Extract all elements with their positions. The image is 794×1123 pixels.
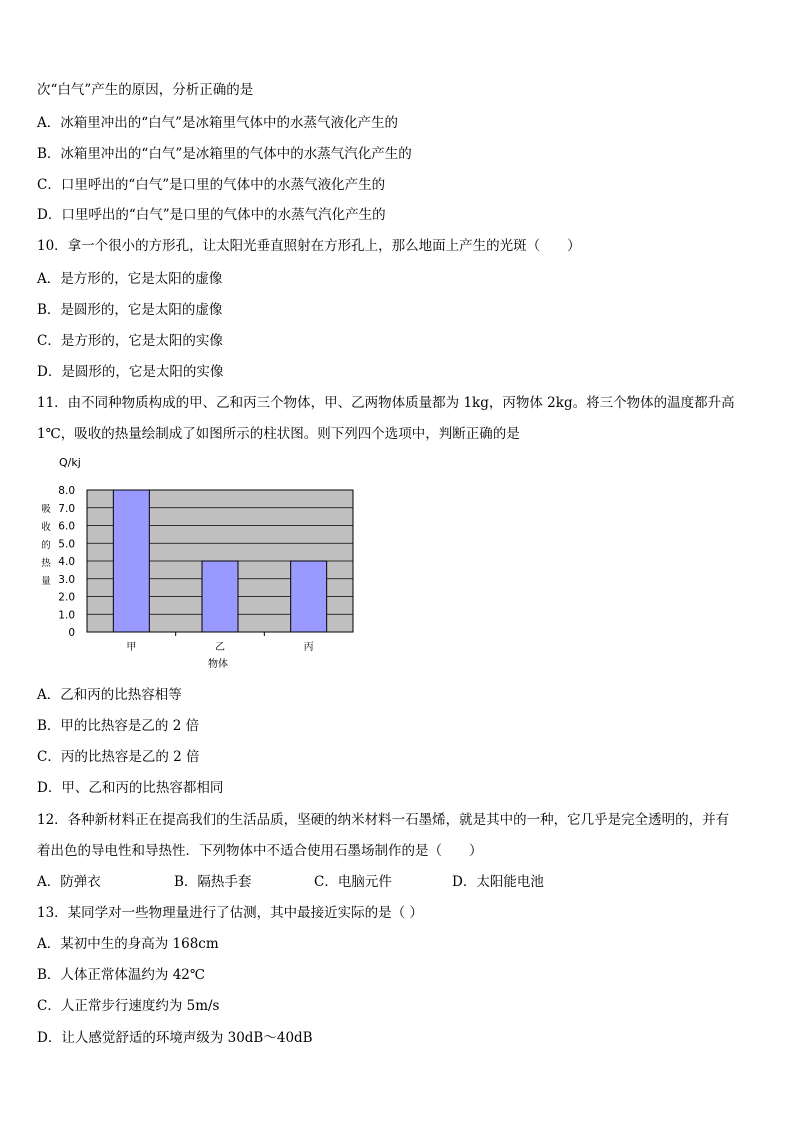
y-tick-labels [58,485,75,639]
question-10: 10．拿一个很小的方形孔，让太阳光垂直照射在方形孔上，那么地面上产生的光斑（ ） [37,238,581,254]
option-line: D．甲、乙和丙的比热容都相同 [37,780,224,796]
option-line: B．是圆形的，它是太阳的虚像 [37,302,223,318]
y-tick-label: 3.0 [58,573,75,586]
y-tick-label: 1.0 [58,609,75,622]
y-tick-label: 8.0 [58,485,75,497]
y-tick-label: 2.0 [58,591,75,604]
y-tick-label: 7.0 [58,502,75,515]
option-line: C．口里呼出的“白气”是口里的气体中的水蒸气液化产生的 [37,177,386,193]
y-axis-side-char: 的 [41,540,51,551]
option-d: D．太阳能电池 [452,874,544,890]
y-tick-label: 6.0 [58,520,75,533]
question-12: 12．各种新材料正在提高我们的生活品质，坚硬的纳米材料一石墨烯，就是其中的一种，它几乎是完全透明的，并有 [37,812,730,828]
y-tick-label: 0 [68,627,75,639]
option-line: C．是方形的，它是太阳的实像 [37,333,223,349]
option-line: B．冰箱里冲出的“白气”是冰箱里的气体中的水蒸气汽化产生的 [37,146,412,162]
question-11-cont: 1℃，吸收的热量绘制成了如图所示的柱状图。则下列四个选项中，判断正确的是 [37,426,520,442]
option-line: D．口里呼出的“白气”是口里的气体中的水蒸气汽化产生的 [37,207,386,223]
option-a: A．防弹衣 [37,874,101,890]
x-axis-label: 物体 [208,659,228,670]
option-line: A．乙和丙的比热容相等 [37,687,182,703]
y-axis-side-char: 收 [41,522,51,533]
option-line: C．丙的比热容是乙的 2 倍 [37,749,200,765]
y-axis-title: Q/kj [59,456,81,469]
option-line: D．让人感觉舒适的环境声级为 30dB～40dB [37,1030,313,1046]
bar-2 [291,561,327,632]
bar-1 [202,561,238,632]
option-b: B．隔热手套 [174,874,252,890]
option-line: D．是圆形的，它是太阳的实像 [37,364,224,380]
y-axis-side-char: 热 [41,558,51,569]
option-line: B．甲的比热容是乙的 2 倍 [37,718,200,734]
question-12-cont: 着出色的导电性和导热性．下列物体中不适合使用石墨场制作的是（ ） [37,843,483,859]
option-line: A．某初中生的身高为 168cm [37,936,219,952]
y-axis-side-label [41,504,51,587]
x-tick-label: 丙 [303,642,314,653]
bar-0 [113,490,149,632]
question-13: 13．某同学对一些物理量进行了估测，其中最接近实际的是（ ） [37,905,423,921]
y-tick-label: 4.0 [58,556,75,568]
bar-chart [37,450,377,675]
question-11: 11．由不同种物质构成的甲、乙和丙三个物体，甲、乙两物体质量都为 1kg，丙物体 2kg。将三个物体的温度都升高 [37,395,735,411]
option-c: C．电脑元件 [314,874,392,890]
option-line: C．人正常步行速度约为 5m/s [37,998,220,1014]
y-axis-side-char: 量 [41,576,51,587]
option-line: A．是方形的，它是太阳的虚像 [37,271,223,287]
option-line: A．冰箱里冲出的“白气”是冰箱里气体中的水蒸气液化产生的 [37,115,399,131]
x-tick-label: 甲 [126,642,137,653]
y-tick-label: 5.0 [58,538,75,551]
text-line: 次“白气”产生的原因，分析正确的是 [37,82,254,98]
x-tick-label: 乙 [215,642,225,653]
option-line: B．人体正常体温约为 42℃ [37,967,205,983]
y-axis-side-char: 吸 [41,504,51,515]
x-tick-labels [126,632,313,653]
